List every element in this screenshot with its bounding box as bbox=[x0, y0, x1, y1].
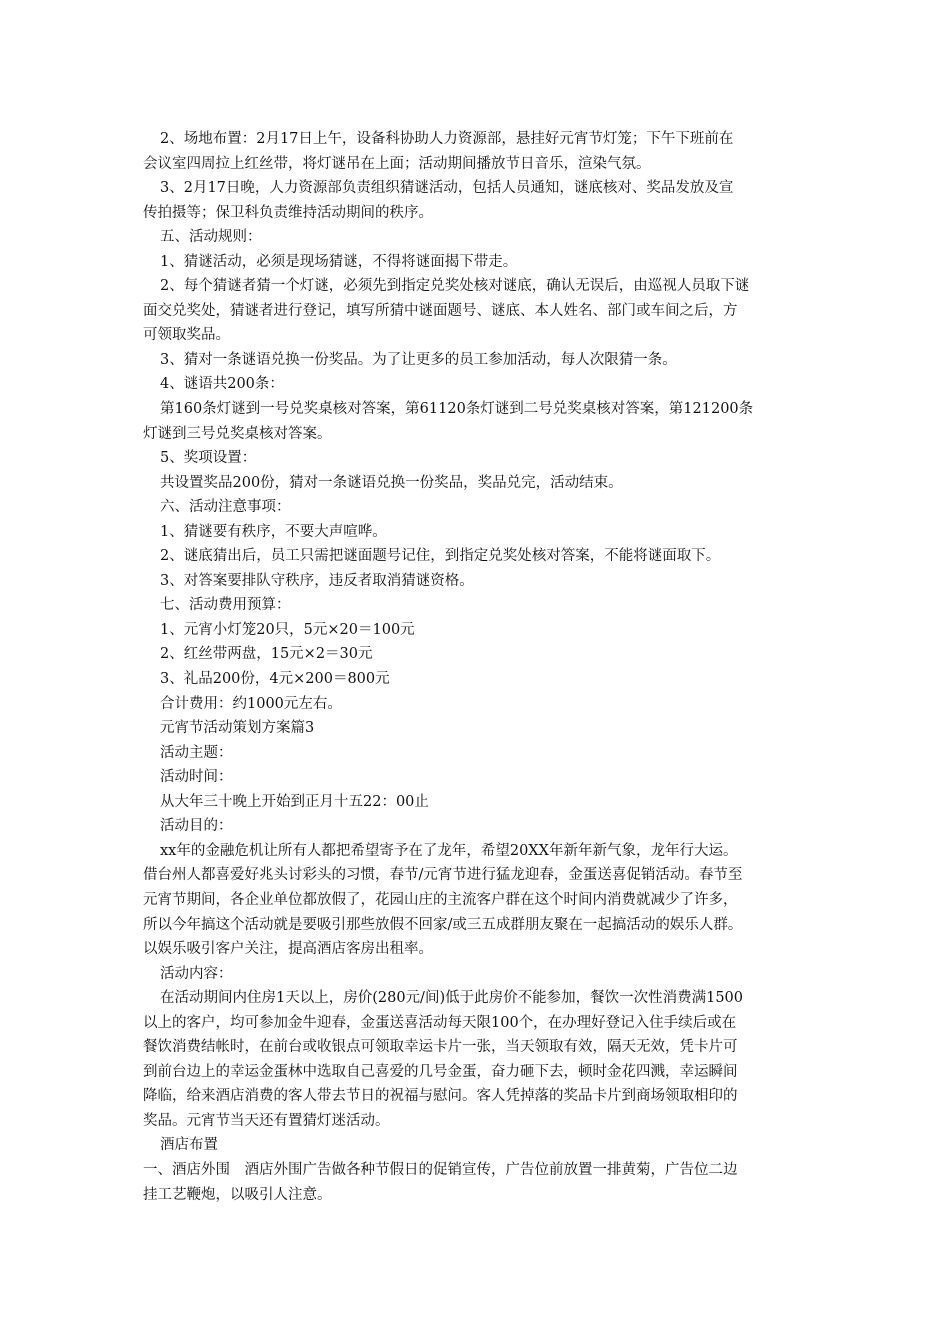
text-line: 第160条灯谜到一号兑奖桌核对答案，第61120条灯谜到二号兑奖桌核对答案，第121200条 bbox=[160, 401, 754, 418]
paragraph bbox=[143, 372, 808, 397]
text-line: 六、活动注意事项： bbox=[160, 499, 291, 516]
paragraph bbox=[143, 471, 808, 496]
paragraph bbox=[143, 642, 808, 667]
paragraph bbox=[143, 814, 808, 839]
paragraph bbox=[143, 692, 808, 717]
paragraph bbox=[143, 520, 808, 545]
text-line: 4、谜语共200条： bbox=[160, 376, 284, 393]
paragraph bbox=[143, 176, 808, 225]
text-line: 3、礼品200份，4元×200＝800元 bbox=[160, 671, 390, 688]
paragraph bbox=[143, 839, 808, 962]
text-line: 1、猜谜要有秩序，不要大声喧哗。 bbox=[160, 523, 387, 540]
paragraph bbox=[143, 986, 808, 1133]
text-line: 2、红丝带两盘，15元×2＝30元 bbox=[160, 646, 373, 663]
paragraph bbox=[143, 667, 808, 692]
paragraph bbox=[143, 618, 808, 643]
text-line: 以娱乐吸引客户关注，提高酒店客房出租率。 bbox=[143, 941, 433, 958]
text-line: 在活动期间内住房1天以上，房价(280元/间)低于此房价不能参加，餐饮一次性消费满1500 bbox=[160, 990, 743, 1007]
text-line: 五、活动规则： bbox=[160, 229, 262, 246]
text-line: 奖品。元宵节当天还有置猜灯迷活动。 bbox=[143, 1112, 390, 1129]
text-line: 合计费用：约1000元左右。 bbox=[160, 695, 342, 712]
text-line: 1、元宵小灯笼20只，5元×20＝100元 bbox=[160, 621, 415, 638]
document-page bbox=[143, 127, 808, 1207]
text-line: 3、对答案要排队守秩序，违反者取消猜谜资格。 bbox=[160, 572, 474, 589]
text-line: 到前台边上的幸运金蛋林中选取自己喜爱的几号金蛋，奋力砸下去，顿时金花四溅，幸运瞬间 bbox=[143, 1063, 738, 1080]
paragraph bbox=[143, 790, 808, 815]
paragraph bbox=[143, 225, 808, 250]
text-line: 活动时间： bbox=[160, 769, 233, 786]
paragraph bbox=[143, 1158, 808, 1207]
text-line: 5、奖项设置： bbox=[160, 450, 257, 467]
paragraph bbox=[143, 962, 808, 987]
text-line: 共设置奖品200份，猜对一条谜语兑换一份奖品，奖品兑完，活动结束。 bbox=[160, 474, 623, 491]
paragraph bbox=[143, 274, 808, 348]
text-line: 2、谜底猜出后，员工只需把谜面题号记住，到指定兑奖处核对答案，不能将谜面取下。 bbox=[160, 548, 721, 565]
text-line: 从大年三十晚上开始到正月十五22：00止 bbox=[160, 793, 429, 810]
text-line: 活动内容： bbox=[160, 965, 233, 982]
paragraph bbox=[143, 593, 808, 618]
text-line: 可领取奖品。 bbox=[143, 327, 230, 344]
text-line: 元宵节活动策划方案篇3 bbox=[160, 720, 315, 737]
paragraph bbox=[143, 544, 808, 569]
text-line: 所以今年搞这个活动就是要吸引那些放假不回家/或三五成群朋友聚在一起搞活动的娱乐人群。 bbox=[143, 916, 743, 933]
text-line: xx年的金融危机让所有人都把希望寄予在了龙年，希望20XX年新年新气象，龙年行大运。 bbox=[160, 842, 738, 859]
text-line: 1、猜谜活动，必须是现场猜谜，不得将谜面揭下带走。 bbox=[160, 253, 518, 270]
text-line: 餐饮消费结帐时，在前台或收银点可领取幸运卡片一张，当天领取有效，隔天无效，凭卡片可 bbox=[143, 1039, 738, 1056]
paragraph bbox=[143, 495, 808, 520]
text-line: 七、活动费用预算： bbox=[160, 597, 291, 614]
paragraph bbox=[143, 250, 808, 275]
paragraph bbox=[143, 127, 808, 176]
paragraph bbox=[143, 397, 808, 446]
paragraph bbox=[143, 765, 808, 790]
text-line: 挂工艺鞭炮，以吸引人注意。 bbox=[143, 1186, 332, 1203]
text-line: 元宵节期间，各企业单位都放假了，花园山庄的主流客户群在这个时间内消费就减少了许多， bbox=[143, 891, 738, 908]
text-line: 灯谜到三号兑奖桌核对答案。 bbox=[143, 425, 332, 442]
text-line: 活动目的： bbox=[160, 818, 233, 835]
text-line: 传拍摄等；保卫科负责维持活动期间的秩序。 bbox=[143, 204, 433, 221]
text-line: 酒店布置 bbox=[160, 1137, 218, 1154]
text-line: 面交兑奖处，猜谜者进行登记，填写所猜中谜面题号、谜底、本人姓名、部门或车间之后，方 bbox=[143, 302, 738, 319]
text-line: 借台州人都喜爱好兆头讨彩头的习惯，春节/元宵节进行猛龙迎春，金蛋送喜促销活动。春节至 bbox=[143, 867, 743, 884]
text-line: 3、猜对一条谜语兑换一份奖品。为了让更多的员工参加活动，每人次限猜一条。 bbox=[160, 351, 677, 368]
text-line: 会议室四周拉上红丝带，将灯谜吊在上面；活动期间播放节日音乐，渲染气氛。 bbox=[143, 155, 651, 172]
text-line: 活动主题： bbox=[160, 744, 233, 761]
text-line: 以上的客户，均可参加金牛迎春，金蛋送喜活动每天限100个，在办理好登记入住手续后或在 bbox=[143, 1014, 737, 1031]
text-line: 3、2月17日晚，人力资源部负责组织猜谜活动，包括人员通知，谜底核对、奖品发放及宣 bbox=[160, 180, 734, 197]
paragraph bbox=[143, 569, 808, 594]
text-line: 2、场地布置：2月17日上午，设备科协助人力资源部，悬挂好元宵节灯笼；下午下班前在 bbox=[160, 131, 734, 147]
paragraph bbox=[143, 348, 808, 373]
paragraph bbox=[143, 446, 808, 471]
paragraph bbox=[143, 1133, 808, 1158]
paragraph bbox=[143, 741, 808, 766]
text-line: 2、每个猜谜者猜一个灯谜，必须先到指定兑奖处核对谜底，确认无误后，由巡视人员取下谜 bbox=[160, 278, 750, 295]
text-line: 降临，给来酒店消费的客人带去节日的祝福与慰问。客人凭掉落的奖品卡片到商场领取相印的 bbox=[143, 1088, 738, 1105]
text-line: 一、酒店外围 酒店外围广告做各种节假日的促销宣传，广告位前放置一排黄菊，广告位二边 bbox=[143, 1161, 738, 1178]
paragraph bbox=[143, 716, 808, 741]
